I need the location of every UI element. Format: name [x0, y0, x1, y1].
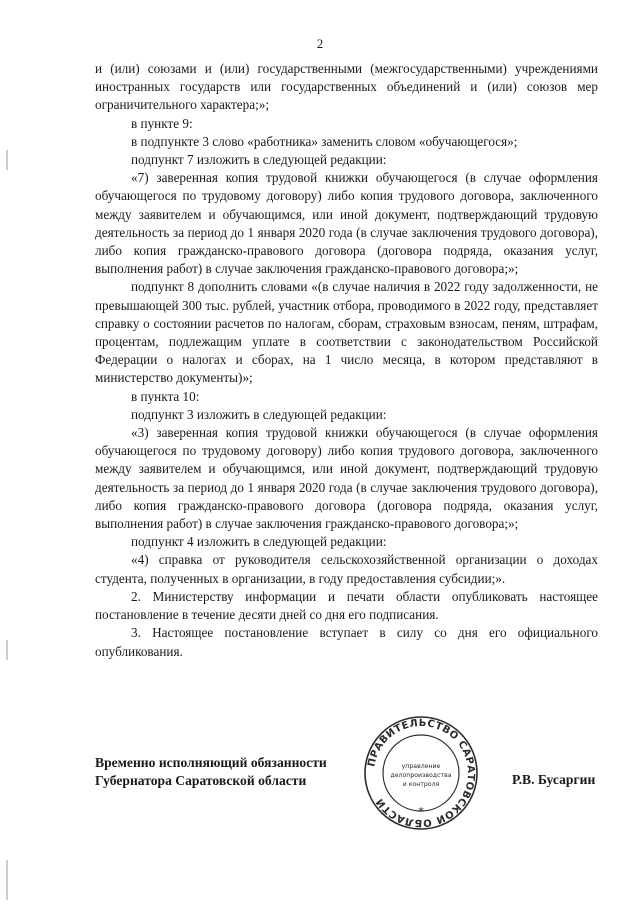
paragraph: и (или) союзами и (или) государственными (межгосударственными) учреждениями иностранных государств или государственных объединений и (или) союзов мер ограничительного характера;»;	[95, 61, 598, 113]
seal-outer-text: ПРАВИТЕЛЬСТВО САРАТОВСКОЙ ОБЛАСТИ	[366, 717, 477, 829]
official-seal	[362, 714, 480, 832]
page-number: 2	[316, 36, 324, 51]
paragraph: подпункт 8 дополнить словами «(в случае наличия в 2022 году задолженности, не превышающей 300 тыс. рублей, участник отбора, проводимого в 2022 году, представляет справку о состоянии расчетов по налогам, сборам, страховым взносам, пеням, штрафам, процентам, подлежащим уплате в соответствии с законодательством Российской Федерации о налогах и сборах, на 1 число месяца, в котором представляют в министерство документы)»;	[95, 279, 598, 386]
seal-inner-line: делопроизводства	[390, 772, 452, 779]
paragraph: в пункта 10:	[131, 388, 200, 404]
paragraph: подпункт 4 изложить в следующей редакции:	[131, 534, 387, 550]
signatory-name: Р.В. Бусаргин	[512, 772, 596, 787]
paragraph: 3. Настоящее постановление вступает в силу со дня его официального опубликования.	[95, 625, 598, 659]
signatory-title-line: Временно исполняющий обязанности	[95, 755, 327, 770]
signatory-title	[95, 754, 327, 790]
svg-text:*: *	[418, 805, 424, 818]
seal-inner-line: управление	[401, 763, 441, 770]
paragraph: «7) заверенная копия трудовой книжки обучающегося (в случае оформления обучающегося по трудовому договору) либо копия трудового договора, заключенного между заявителем и обучающимся, или иной документ, подтверждающий трудовую деятельность за период до 1 января 2020 года (в случае заключения трудового договора), либо копия гражданско-правового договора (договора подряда, оказания услуг, выполнения работ) в случае заключения гражданско-правового договора;»;	[95, 170, 598, 277]
paragraph: «3) заверенная копия трудовой книжки обучающегося (в случае оформления обучающегося по трудовому договору) либо копия трудового договора, заключенного между заявителем и обучающимся, или иной документ, подтверждающий трудовую деятельность за период до 1 января 2020 года (в случае заключения трудового договора), либо копия гражданско-правового договора (договора подряда, оказания услуг, выполнения работ) в случае заключения гражданско-правового договора;»;	[95, 425, 598, 532]
paragraph: подпункт 7 изложить в следующей редакции:	[131, 152, 387, 168]
paragraph: в пункте 9:	[131, 115, 193, 131]
paragraph: подпункт 3 изложить в следующей редакции:	[131, 406, 387, 422]
scan-edge-marks	[4, 0, 10, 905]
paragraph: «4) справка от руководителя сельскохозяйственной организации о доходах студента, полученных в организации, в году предоставления субсидии;».	[95, 552, 598, 586]
seal-inner-line: и контроля	[402, 781, 440, 788]
paragraph: в подпункте 3 слово «работника» заменить словом «обучающегося»;	[131, 133, 518, 149]
document-body	[95, 60, 598, 661]
signatory-title-line: Губернатора Саратовской области	[95, 773, 307, 788]
paragraph: 2. Министерству информации и печати области опубликовать настоящее постановление в течение десяти дней со дня его подписания.	[95, 588, 598, 623]
